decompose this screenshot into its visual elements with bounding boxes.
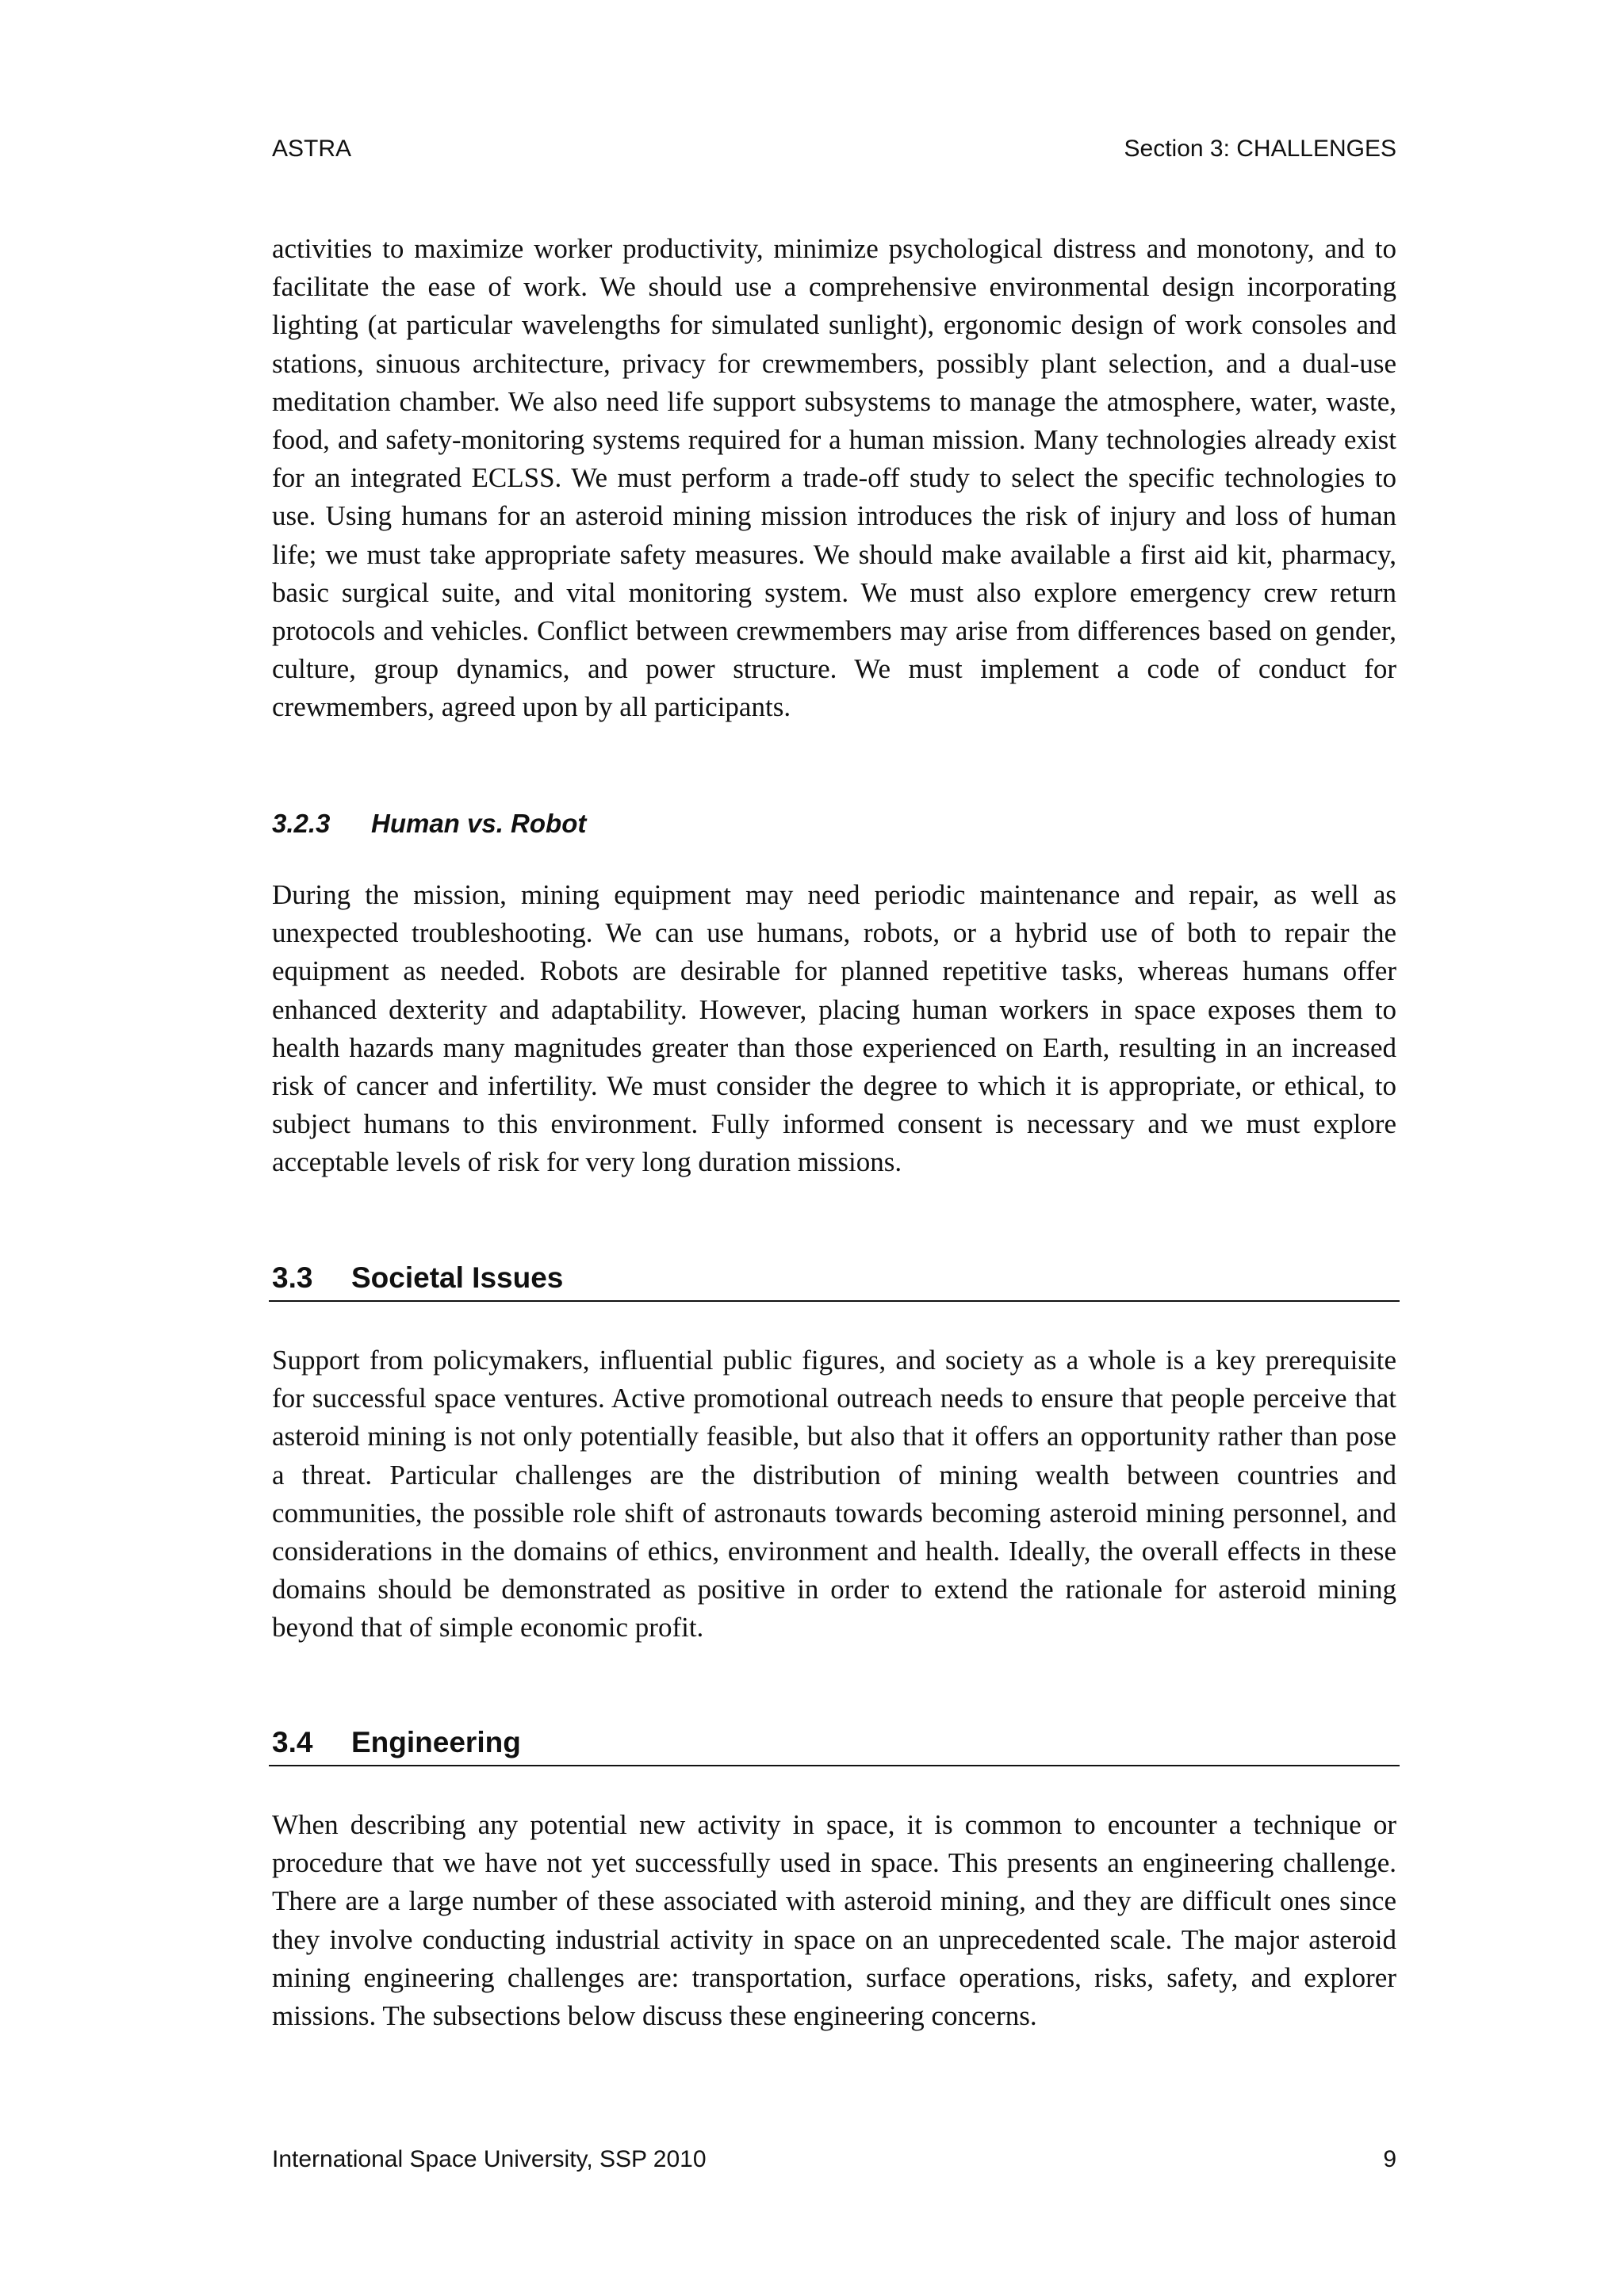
subsection-heading-3-2-3 [272, 808, 1396, 840]
header-right: Section 3: CHALLENGES [1124, 136, 1396, 162]
societal-issues-paragraph-block [272, 1341, 1396, 1647]
human-vs-robot-paragraph: During the mission, mining equipment may need periodic maintenance and repair, as well as unexpected troubleshooting. We can use humans, robots, or a hybrid use of both to repair the equipment as needed. Robots are desirable for planned repetitive tasks, whereas humans offer enhanced dexterity and adaptability. However, placing human workers in space exposes them to health hazards many magnitudes greater than those experienced on Earth, resulting in an increased risk of cancer and infertility. We must consider the degree to which it is appropriate, or ethical, to subject humans to this environment. Fully informed consent is necessary and we must explore acceptable levels of risk for very long duration missions. [272, 879, 1396, 1178]
section-heading-3-3 [269, 1261, 1400, 1302]
engineering-paragraph: When describing any potential new activity in space, it is common to encounter a technique or procedure that we have not yet successfully used in space. This presents an engineering challenge. There are a large number of these associated with asteroid mining, and they are difficult ones since they involve conducting industrial activity in space on an unprecedented scale. The major asteroid mining engineering challenges are: transportation, surface operations, risks, safety, and explorer missions. The subsections below discuss these engineering concerns. [272, 1809, 1396, 2032]
header-left: ASTRA [272, 136, 352, 162]
human-vs-robot-paragraph-block [272, 876, 1396, 1182]
section-title: Societal Issues [351, 1261, 564, 1294]
running-footer [272, 2145, 1396, 2174]
engineering-paragraph-block [272, 1806, 1396, 2035]
intro-paragraph-block [272, 230, 1396, 727]
footer-left: International Space University, SSP 2010 [272, 2146, 707, 2172]
section-title: Engineering [351, 1726, 521, 1758]
subsection-number: 3.2.3 [272, 809, 331, 838]
page-number: 9 [1383, 2146, 1396, 2172]
intro-paragraph: activities to maximize worker productivity, minimize psychological distress and monotony, and to facilitate the ease of work. We should use a comprehensive environmental design incorporating lighting (at particular wavelengths for simulated sunlight), ergonomic design of work consoles and stations, sinuous architecture, privacy for crewmembers, possibly plant selection, and a dual-use meditation chamber. We also need life support subsystems to manage the atmosphere, water, waste, food, and safety-monitoring systems required for a human mission. Many technologies already exist for an integrated ECLSS. We must perform a trade-off study to select the specific technologies to use. Using humans for an asteroid mining mission introduces the risk of injury and loss of human life; we must take appropriate safety measures. We should make available a first aid kit, pharmacy, basic surgical suite, and vital monitoring system. We must also explore emergency crew return protocols and vehicles. Conflict between crewmembers may arise from differences based on gender, culture, group dynamics, and power structure. We must implement a code of conduct for crewmembers, agreed upon by all participants. [272, 233, 1396, 723]
section-number: 3.3 [272, 1261, 313, 1294]
subsection-title: Human vs. Robot [371, 809, 587, 838]
section-number: 3.4 [272, 1726, 313, 1758]
societal-issues-paragraph: Support from policymakers, influential public figures, and society as a whole is a key prerequisite for successful space ventures. Active promotional outreach needs to ensure that people perceive that asteroid mining is not only potentially feasible, but also that it offers an opportunity rather than pose a threat. Particular challenges are the distribution of mining wealth between countries and communities, the possible role shift of astronauts towards becoming asteroid mining personnel, and considerations in the domains of ethics, environment and health. Ideally, the overall effects in these domains should be demonstrated as positive in order to extend the rationale for asteroid mining beyond that of simple economic profit. [272, 1345, 1396, 1644]
running-header [272, 135, 1396, 163]
section-heading-3-4 [269, 1725, 1400, 1766]
